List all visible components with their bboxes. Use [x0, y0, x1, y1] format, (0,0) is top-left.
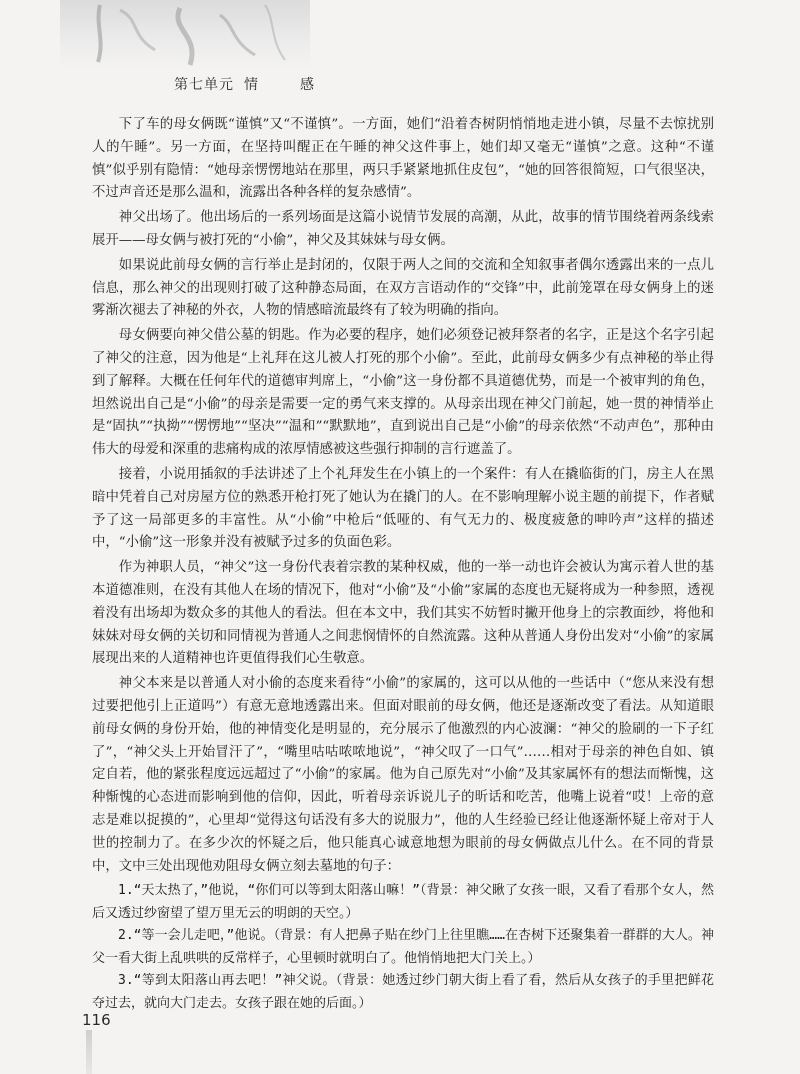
- unit-topic: 情 感: [244, 77, 328, 93]
- example-quote: 3.“等到太阳落山再去吧！”神父说。（背景：她透过纱门朝大街上看了看，然后从女孩子的手里把鲜花夺过去，就向大门走去。女孩子跟在她的后面。）: [92, 973, 714, 1011]
- paragraph: 下了车的母女俩既“谨慎”又“不谨慎”。一方面，她们“沿着杏树阴悄悄地走进小镇，尽量不去惊扰别人的午睡”。另一方面，在坚持叫醒正在午睡的神父这件事上，她们却又毫无“谨慎”之意。这种“不谨慎”似乎别有隐情：“她母亲愣愣地站在那里，两只手紧紧地抓住皮包”，“她的回答很简短，口气很坚决，不过声音还是那么温和，流露出各种各样的复杂感情”。: [92, 117, 714, 201]
- page-number: 116: [82, 1011, 111, 1029]
- paragraph: 神父出场了。他出场后的一系列场面是这篇小说情节发展的高潮，从此，故事的情节围绕着两条线索展开——母女俩与被打死的“小偷”，神父及其妹妹与母女俩。: [92, 210, 714, 248]
- paragraph: 如果说此前母女俩的言行举止是封闭的，仅限于两人之间的交流和全知叙事者偶尔透露出来的一点儿信息，那么神父的出现则打破了这种静态局面，在双方言语动作的“交锋”中，此前笼罩在母女俩身上的迷雾渐次褪去了神秘的外衣，人物的情感暗流最终有了较为明确的指向。: [92, 257, 714, 319]
- example-quote: 2.“等一会儿走吧，”他说。（背景：有人把鼻子贴在纱门上往里瞧……在杏树下还聚集着一群群的大人。神父一看大街上乱哄哄的反常样子，心里顿时就明白了。他悄悄地把大门关上。）: [92, 928, 714, 966]
- paragraph: 作为神职人员，“神父”这一身份代表着宗教的某种权威，他的一举一动也许会被认为寓示着人世的基本道德准则，在没有其他人在场的情况下，他对“小偷”及“小偷”家属的态度也无疑将成为一种参照，透视着没有出场却为数众多的其他人的看法。但在本文中，我们其实不妨暂时撇开他身上的宗教面纱，将他和妹妹对母女俩的关切和同情视为普通人之间悲悯情怀的自然流露。这种从普通人身份出发对“小偷”的家属展现出来的人道精神也许更值得我们心生敬意。: [92, 560, 714, 667]
- unit-number: 第七单元: [174, 77, 234, 93]
- calligraphy-art-icon: [60, 0, 310, 70]
- unit-title: [174, 74, 328, 94]
- paragraph: 接着，小说用插叙的手法讲述了上个礼拜发生在小镇上的一个案件：有人在撬临街的门，房主人在黑暗中凭着自己对房屋方位的熟悉开枪打死了她认为在撬门的人。在不影响理解小说主题的前提下，作者赋予了这一局部更多的丰富性。从“小偷”中枪后“低哑的、有气无力的、极度疲惫的呻吟声”这样的描述中，“小偷”这一形象并没有被赋予过多的负面色彩。: [92, 466, 714, 551]
- paragraph: 神父本来是以普通人对小偷的态度来看待“小偷”的家属的，这可以从他的一些话中（“您从来没有想过要把他引上正道吗”）有意无意地透露出来。但面对眼前的母女俩，他还是逐渐改变了看法。从知道眼前母女俩的身份开始，他的神情变化是明显的，充分展示了他激烈的内心波澜：“神父的脸刷的一下子红了”，“神父头上开始冒汗了”，“嘴里咕咕哝哝地说”，“神父叹了一口气”……相对于母亲的神色自如、镇定自若，他的紧张程度远远超过了“小偷”的家属。他为自己原先对“小偷”及其家属怀有的想法而惭愧，这种惭愧的心态进而影响到他的信仰，因此，听着母亲诉说儿子的昕话和吃苦，他嘴上说着“哎！上帝的意志是难以捉摸的”，心里却“觉得这句话没有多大的说服力”，他的人生经验已经让他逐渐怀疑上帝对于人世的控制力了。在多少次的怀疑之后，他只能真心诚意地想为眼前的母女俩做点儿什么。在不同的背景中，文中三处出现他劝阻母女俩立刻去墓地的句子：: [92, 676, 714, 874]
- paragraph: 母女俩要向神父借公墓的钥匙。作为必要的程序，她们必须登记被拜祭者的名字，正是这个名字引起了神父的注意，因为他是“上礼拜在这儿被人打死的那个小偷”。至此，此前母女俩多少有点神秘的举止得到了解释。大概在任何年代的道德审判席上，“小偷”这一身份都不具道德优势，而是一个被审判的角色，坦然说出自己是“小偷”的母亲是需要一定的勇气来支撑的。从母亲出现在神父门前起，她一贯的神情举止是“固执”“执拗”“愣愣地”“坚决”“温和”“默默地”，直到说出自己是“小偷”的母亲依然“不动声色”，那种由伟大的母爱和深重的悲痛构成的浓厚情感被这些强行抑制的言行遮盖了。: [92, 328, 714, 458]
- header-band: [0, 0, 800, 100]
- example-quote: 1.“天太热了，”他说，“你们可以等到太阳落山嘛！”（背景：神父瞅了女孩一眼，又看了看那个女人，然后又透过纱窗望了望万里无云的明朗的天空。）: [92, 883, 714, 921]
- page-edge-bar: [86, 1030, 92, 1074]
- article-body: [92, 114, 714, 1015]
- header-decoration: [60, 0, 310, 70]
